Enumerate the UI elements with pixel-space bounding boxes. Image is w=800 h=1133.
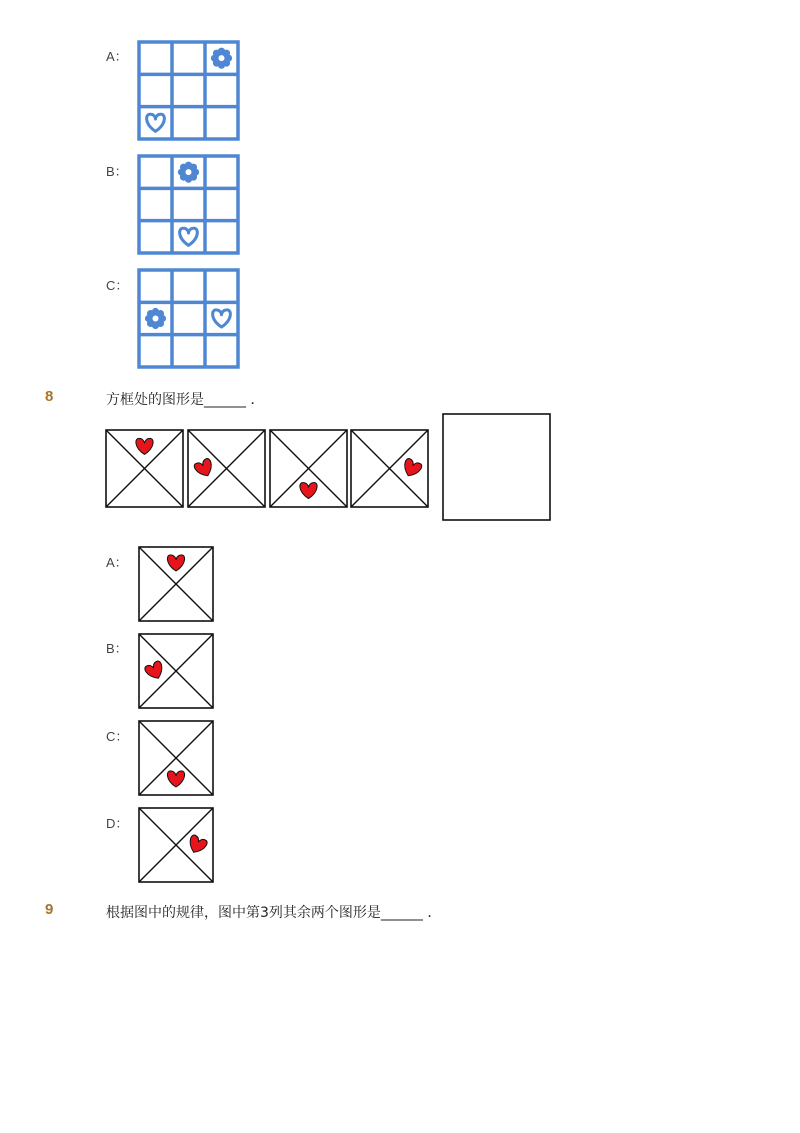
q8-option-c-figure[interactable] [138, 720, 214, 796]
question-8-number: 8 [45, 388, 54, 405]
q8-option-c-label: C： [106, 729, 129, 744]
q7-option-b-grid[interactable] [137, 154, 241, 256]
q8-option-a-label: A： [106, 555, 128, 570]
q8-option-a-figure[interactable] [138, 546, 214, 622]
q7-option-a-grid[interactable] [137, 40, 241, 142]
flower-icon [178, 162, 199, 183]
q8-option-b-figure[interactable] [138, 633, 214, 709]
answer-box-outline [443, 414, 550, 520]
q8-option-d-label: D： [106, 816, 129, 831]
q7-option-c-label: C： [106, 278, 129, 293]
q7-option-a-label: A： [106, 49, 128, 64]
q8-option-d-figure[interactable] [138, 807, 214, 883]
q8-answer-box[interactable] [442, 413, 552, 522]
question-8-text: 方框处的图形是______ ． [106, 392, 265, 408]
q8-sequence-figure-1 [105, 429, 184, 507]
flower-icon [145, 308, 166, 329]
q8-option-b-label: B： [106, 641, 128, 656]
question-9-number: 9 [45, 901, 54, 918]
q8-sequence-figure-4 [350, 429, 429, 507]
q7-option-b-label: B： [106, 164, 128, 179]
q7-option-c-grid[interactable] [137, 268, 241, 370]
flower-icon [211, 48, 232, 69]
q8-sequence-figure-3 [269, 429, 348, 507]
question-9-text: 根据图中的规律，图中第3列其余两个图形是______ ． [106, 905, 442, 921]
q8-sequence-figure-2 [187, 429, 266, 507]
